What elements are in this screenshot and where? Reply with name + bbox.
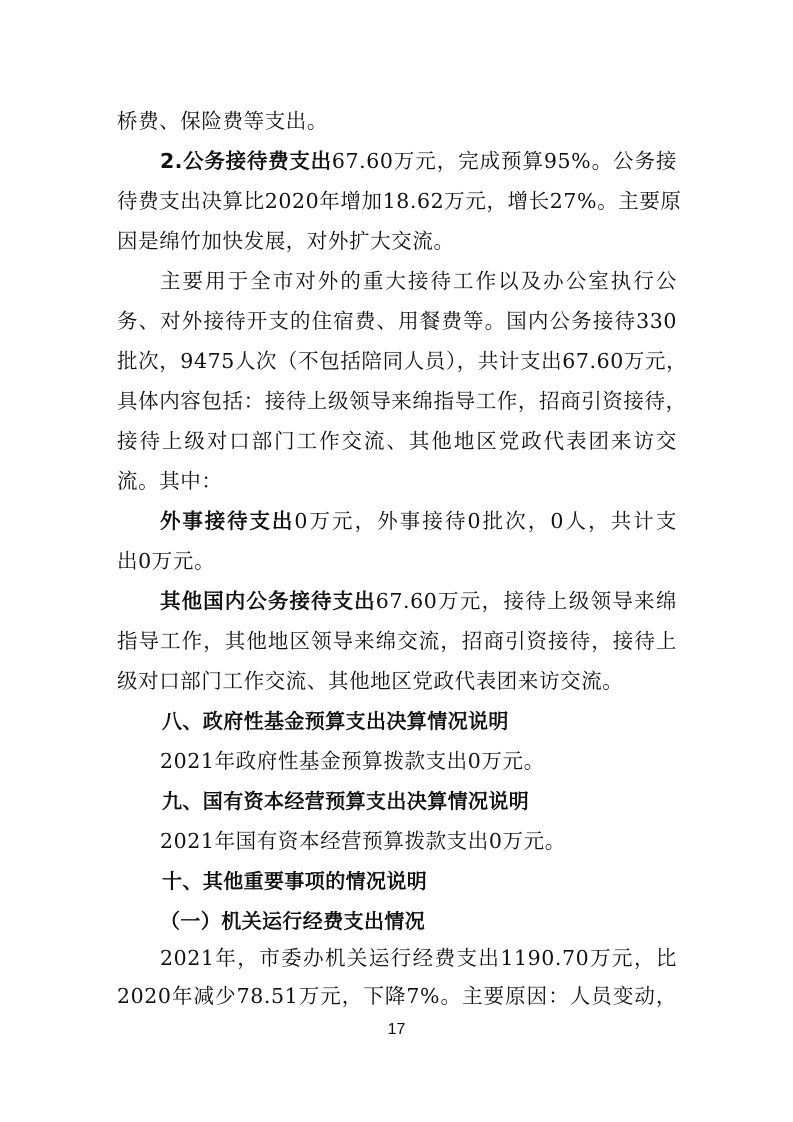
text-line: 出0万元。 — [117, 549, 216, 573]
text-line: 因是绵竹加快发展，对外扩大交流。 — [117, 229, 455, 253]
section-heading: 八、政府性基金预算支出决算情况说明 — [162, 709, 509, 733]
text-line: 具体内容包括：接待上级领导来绵指导工作，招商引资接待， — [117, 389, 687, 413]
text-line: 批次，9475人次（不包括陪同人员），共计支出67.60万元， — [117, 349, 688, 373]
subsection-heading: （一）机关运行经费支出情况 — [160, 909, 426, 933]
text-line: 级对口部门工作交流、其他地区党政代表团来访交流。 — [117, 669, 624, 693]
text-line: 务、对外接待开支的住宿费、用餐费等。国内公务接待330 — [117, 309, 677, 333]
text-line: 2021年，市委办机关运行经费支出1190.70万元，比 — [160, 946, 677, 970]
section-heading: 九、国有资本经营预算支出决算情况说明 — [162, 789, 530, 813]
bold-lead: 外事接待支出 — [160, 509, 295, 533]
text-line: 流。其中： — [117, 469, 223, 493]
section-heading: 十、其他重要事项的情况说明 — [162, 869, 428, 893]
text-line: 2.公务接待费支出67.60万元，完成预算95%。公务接 — [160, 149, 677, 173]
text-line: 待费支出决算比2020年增加18.62万元，增长27%。主要原 — [117, 189, 682, 213]
text-line: 接待上级对口部门工作交流、其他地区党政代表团来访交 — [117, 429, 677, 453]
text-line: 指导工作，其他地区领导来绵交流，招商引资接待，接待上 — [117, 629, 677, 653]
text-line: 其他国内公务接待支出67.60万元，接待上级领导来绵 — [160, 589, 677, 613]
bold-lead: 2.公务接待费支出 — [160, 149, 332, 173]
text-line: 桥费、保险费等支出。 — [117, 109, 328, 133]
text-line: 2021年国有资本经营预算拨款支出0万元。 — [160, 829, 566, 853]
text-line: 外事接待支出0万元，外事接待0批次，0人，共计支 — [160, 509, 677, 533]
page-number: 17 — [387, 1021, 406, 1038]
text-line: 2020年减少78.51万元，下降7%。主要原因：人员变动， — [117, 984, 677, 1008]
text-line: 2021年政府性基金预算拨款支出0万元。 — [160, 749, 545, 773]
bold-lead: 其他国内公务接待支出 — [160, 589, 376, 613]
text-line: 主要用于全市对外的重大接待工作以及办公室执行公 — [160, 269, 677, 293]
